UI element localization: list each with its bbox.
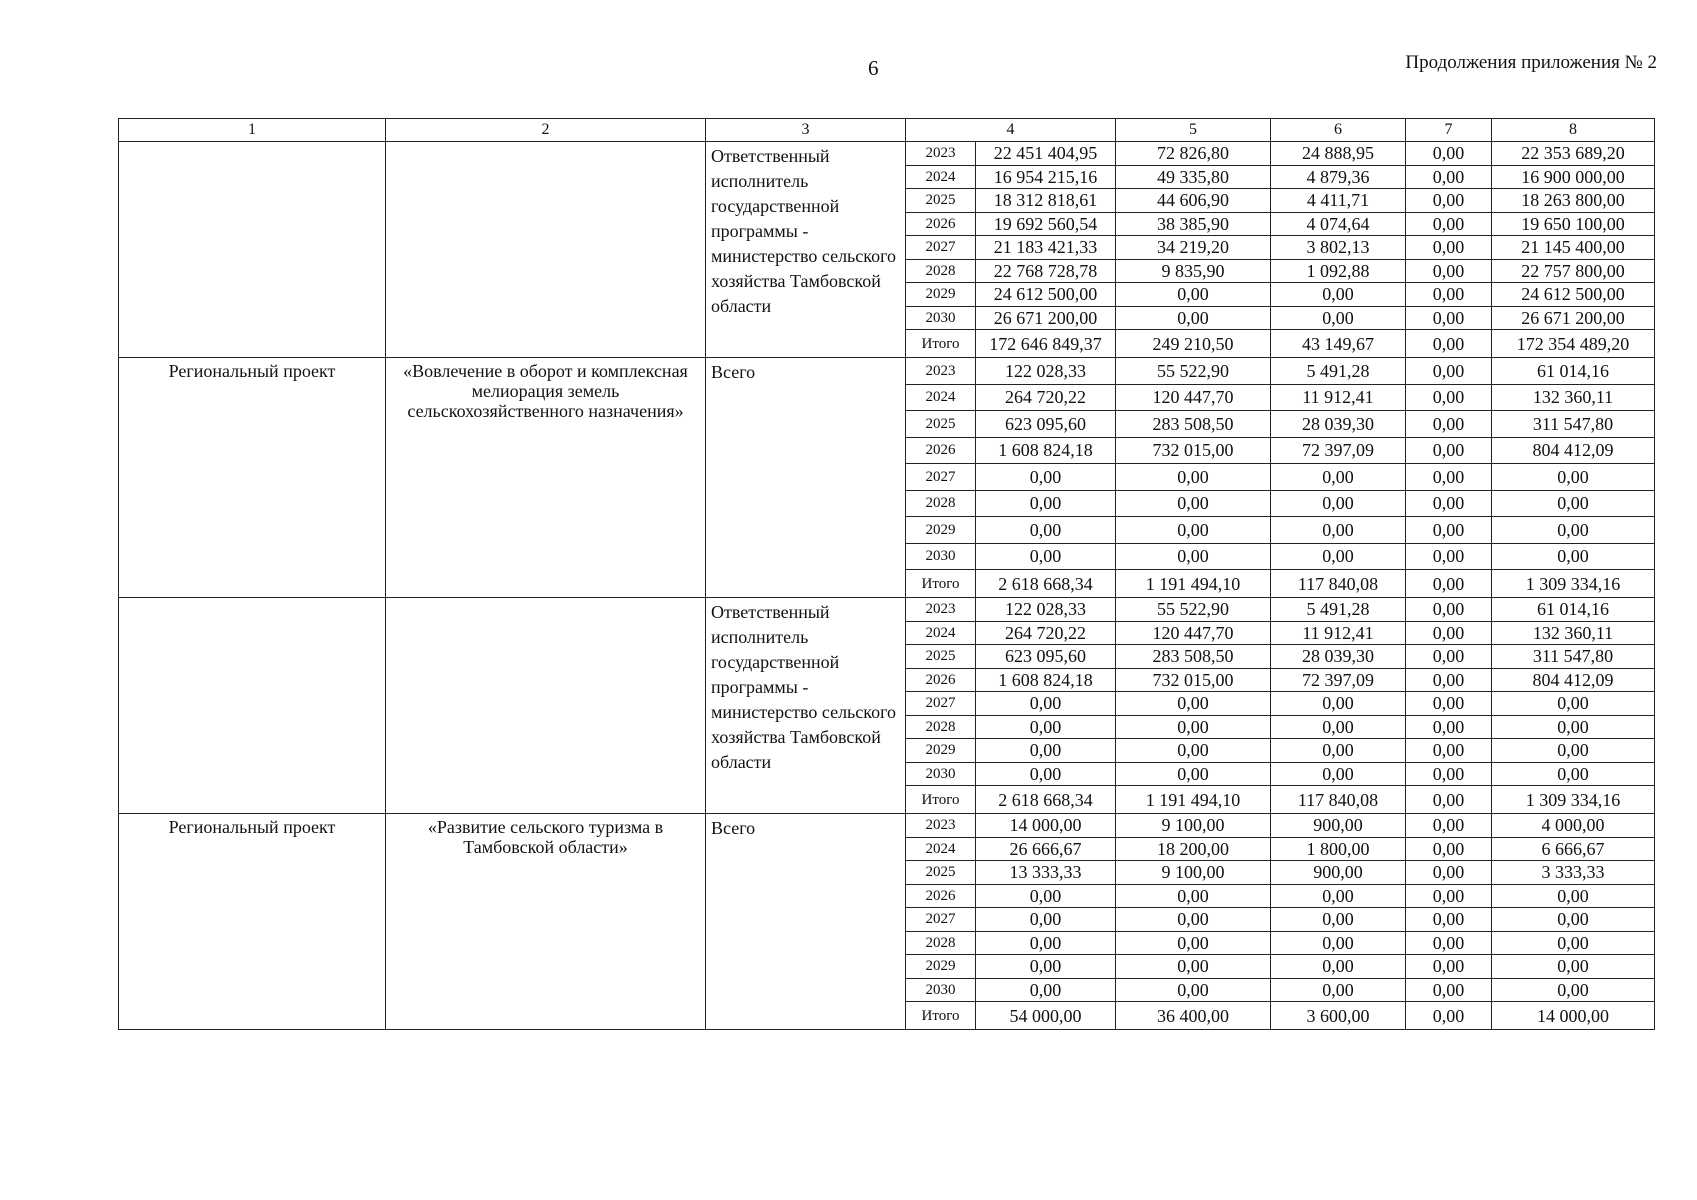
year-cell: 2024 <box>906 384 976 411</box>
federal-budget-cell: 732 015,00 <box>1116 668 1271 692</box>
local-budget-cell: 0,00 <box>1406 464 1492 491</box>
section-name-cell: «Вовлечение в оборот и комплексная мелиорация земель сельскохозяйственного назначения» <box>386 358 706 598</box>
year-cell: 2030 <box>906 762 976 786</box>
local-budget-cell: 0,00 <box>1406 645 1492 669</box>
total-cell: 22 768 728,78 <box>976 259 1116 283</box>
local-budget-cell: 0,00 <box>1406 908 1492 932</box>
year-cell: 2026 <box>906 884 976 908</box>
regional-budget-cell: 0,00 <box>1271 715 1406 739</box>
year-cell: 2025 <box>906 861 976 885</box>
federal-budget-cell: 0,00 <box>1116 762 1271 786</box>
total-cell: 122 028,33 <box>976 598 1116 622</box>
year-cell: 2024 <box>906 165 976 189</box>
table-row <box>119 358 1655 385</box>
local-budget-cell: 0,00 <box>1406 814 1492 838</box>
regional-budget-cell: 43 149,67 <box>1271 330 1406 358</box>
federal-budget-cell: 283 508,50 <box>1116 411 1271 438</box>
local-budget-cell: 0,00 <box>1406 384 1492 411</box>
year-cell: 2023 <box>906 814 976 838</box>
column-number-row <box>119 119 1655 142</box>
year-cell: 2028 <box>906 715 976 739</box>
local-budget-cell: 0,00 <box>1406 236 1492 260</box>
year-cell: Итого <box>906 330 976 358</box>
federal-budget-cell: 0,00 <box>1116 931 1271 955</box>
total-cell: 0,00 <box>976 931 1116 955</box>
regional-budget-cell: 0,00 <box>1271 464 1406 491</box>
federal-budget-cell: 120 447,70 <box>1116 621 1271 645</box>
regional-budget-cell: 3 802,13 <box>1271 236 1406 260</box>
section-type-cell: Региональный проект <box>119 814 386 1030</box>
extrabudgetary-cell: 21 145 400,00 <box>1492 236 1655 260</box>
local-budget-cell: 0,00 <box>1406 330 1492 358</box>
total-cell: 2 618 668,34 <box>976 786 1116 814</box>
total-cell: 0,00 <box>976 543 1116 570</box>
federal-budget-cell: 120 447,70 <box>1116 384 1271 411</box>
regional-budget-cell: 0,00 <box>1271 490 1406 517</box>
column-header-5: 5 <box>1116 119 1271 142</box>
local-budget-cell: 0,00 <box>1406 306 1492 330</box>
local-budget-cell: 0,00 <box>1406 884 1492 908</box>
local-budget-cell: 0,00 <box>1406 621 1492 645</box>
regional-budget-cell: 0,00 <box>1271 283 1406 307</box>
year-cell: 2025 <box>906 411 976 438</box>
total-cell: 264 720,22 <box>976 621 1116 645</box>
total-cell: 1 608 824,18 <box>976 668 1116 692</box>
local-budget-cell: 0,00 <box>1406 411 1492 438</box>
regional-budget-cell: 0,00 <box>1271 884 1406 908</box>
column-header-4: 4 <box>906 119 1116 142</box>
regional-budget-cell: 72 397,09 <box>1271 668 1406 692</box>
year-cell: Итого <box>906 786 976 814</box>
extrabudgetary-cell: 0,00 <box>1492 931 1655 955</box>
year-cell: 2027 <box>906 464 976 491</box>
regional-budget-cell: 117 840,08 <box>1271 570 1406 598</box>
total-cell: 16 954 215,16 <box>976 165 1116 189</box>
federal-budget-cell: 0,00 <box>1116 306 1271 330</box>
local-budget-cell: 0,00 <box>1406 358 1492 385</box>
extrabudgetary-cell: 0,00 <box>1492 715 1655 739</box>
extrabudgetary-cell: 18 263 800,00 <box>1492 189 1655 213</box>
extrabudgetary-cell: 61 014,16 <box>1492 598 1655 622</box>
federal-budget-cell: 36 400,00 <box>1116 1002 1271 1030</box>
local-budget-cell: 0,00 <box>1406 955 1492 979</box>
regional-budget-cell: 1 092,88 <box>1271 259 1406 283</box>
extrabudgetary-cell: 0,00 <box>1492 884 1655 908</box>
column-header-7: 7 <box>1406 119 1492 142</box>
year-cell: 2027 <box>906 692 976 716</box>
local-budget-cell: 0,00 <box>1406 283 1492 307</box>
total-cell: 0,00 <box>976 978 1116 1002</box>
year-cell: 2028 <box>906 490 976 517</box>
year-cell: 2026 <box>906 437 976 464</box>
regional-budget-cell: 4 879,36 <box>1271 165 1406 189</box>
extrabudgetary-cell: 172 354 489,20 <box>1492 330 1655 358</box>
local-budget-cell: 0,00 <box>1406 1002 1492 1030</box>
year-cell: 2028 <box>906 931 976 955</box>
total-cell: 22 451 404,95 <box>976 142 1116 166</box>
regional-budget-cell: 11 912,41 <box>1271 384 1406 411</box>
extrabudgetary-cell: 804 412,09 <box>1492 437 1655 464</box>
total-cell: 0,00 <box>976 692 1116 716</box>
local-budget-cell: 0,00 <box>1406 598 1492 622</box>
regional-budget-cell: 0,00 <box>1271 543 1406 570</box>
federal-budget-cell: 49 335,80 <box>1116 165 1271 189</box>
regional-budget-cell: 5 491,28 <box>1271 598 1406 622</box>
total-cell: 24 612 500,00 <box>976 283 1116 307</box>
year-cell: 2027 <box>906 236 976 260</box>
total-cell: 0,00 <box>976 884 1116 908</box>
regional-budget-cell: 72 397,09 <box>1271 437 1406 464</box>
federal-budget-cell: 1 191 494,10 <box>1116 786 1271 814</box>
federal-budget-cell: 0,00 <box>1116 283 1271 307</box>
year-cell: 2029 <box>906 739 976 763</box>
regional-budget-cell: 0,00 <box>1271 955 1406 979</box>
total-cell: 0,00 <box>976 739 1116 763</box>
table-row <box>119 814 1655 838</box>
federal-budget-cell: 55 522,90 <box>1116 598 1271 622</box>
local-budget-cell: 0,00 <box>1406 142 1492 166</box>
regional-budget-cell: 0,00 <box>1271 692 1406 716</box>
regional-budget-cell: 0,00 <box>1271 931 1406 955</box>
local-budget-cell: 0,00 <box>1406 668 1492 692</box>
regional-budget-cell: 11 912,41 <box>1271 621 1406 645</box>
federal-budget-cell: 55 522,90 <box>1116 358 1271 385</box>
regional-budget-cell: 4 074,64 <box>1271 212 1406 236</box>
year-cell: 2029 <box>906 283 976 307</box>
section-name-cell <box>386 142 706 358</box>
federal-budget-cell: 0,00 <box>1116 955 1271 979</box>
total-cell: 623 095,60 <box>976 645 1116 669</box>
local-budget-cell: 0,00 <box>1406 739 1492 763</box>
total-cell: 0,00 <box>976 955 1116 979</box>
total-cell: 21 183 421,33 <box>976 236 1116 260</box>
local-budget-cell: 0,00 <box>1406 570 1492 598</box>
federal-budget-cell: 9 100,00 <box>1116 861 1271 885</box>
column-header-6: 6 <box>1271 119 1406 142</box>
local-budget-cell: 0,00 <box>1406 861 1492 885</box>
local-budget-cell: 0,00 <box>1406 490 1492 517</box>
federal-budget-cell: 0,00 <box>1116 908 1271 932</box>
column-header-3: 3 <box>706 119 906 142</box>
extrabudgetary-cell: 4 000,00 <box>1492 814 1655 838</box>
extrabudgetary-cell: 804 412,09 <box>1492 668 1655 692</box>
extrabudgetary-cell: 0,00 <box>1492 517 1655 544</box>
year-cell: 2029 <box>906 517 976 544</box>
extrabudgetary-cell: 0,00 <box>1492 908 1655 932</box>
extrabudgetary-cell: 26 671 200,00 <box>1492 306 1655 330</box>
total-cell: 0,00 <box>976 517 1116 544</box>
federal-budget-cell: 38 385,90 <box>1116 212 1271 236</box>
federal-budget-cell: 44 606,90 <box>1116 189 1271 213</box>
funding-table-body <box>119 119 1655 1030</box>
federal-budget-cell: 34 219,20 <box>1116 236 1271 260</box>
year-cell: 2024 <box>906 837 976 861</box>
local-budget-cell: 0,00 <box>1406 259 1492 283</box>
local-budget-cell: 0,00 <box>1406 931 1492 955</box>
federal-budget-cell: 283 508,50 <box>1116 645 1271 669</box>
extrabudgetary-cell: 311 547,80 <box>1492 411 1655 438</box>
year-cell: 2023 <box>906 142 976 166</box>
extrabudgetary-cell: 0,00 <box>1492 490 1655 517</box>
federal-budget-cell: 9 835,90 <box>1116 259 1271 283</box>
year-cell: 2026 <box>906 212 976 236</box>
section-executor-cell: Ответственный исполнитель государственной программы - министерство сельского хозяйства Тамбовской области <box>706 142 906 358</box>
federal-budget-cell: 0,00 <box>1116 464 1271 491</box>
extrabudgetary-cell: 0,00 <box>1492 955 1655 979</box>
extrabudgetary-cell: 0,00 <box>1492 543 1655 570</box>
year-cell: 2024 <box>906 621 976 645</box>
extrabudgetary-cell: 1 309 334,16 <box>1492 786 1655 814</box>
local-budget-cell: 0,00 <box>1406 437 1492 464</box>
extrabudgetary-cell: 14 000,00 <box>1492 1002 1655 1030</box>
year-cell: 2028 <box>906 259 976 283</box>
appendix-continuation-note: Продолжения приложения № 2 <box>1405 52 1657 73</box>
section-type-cell: Региональный проект <box>119 358 386 598</box>
federal-budget-cell: 72 826,80 <box>1116 142 1271 166</box>
column-header-2: 2 <box>386 119 706 142</box>
year-cell: Итого <box>906 570 976 598</box>
regional-budget-cell: 0,00 <box>1271 762 1406 786</box>
federal-budget-cell: 0,00 <box>1116 692 1271 716</box>
federal-budget-cell: 732 015,00 <box>1116 437 1271 464</box>
regional-budget-cell: 24 888,95 <box>1271 142 1406 166</box>
year-cell: 2023 <box>906 598 976 622</box>
extrabudgetary-cell: 19 650 100,00 <box>1492 212 1655 236</box>
federal-budget-cell: 9 100,00 <box>1116 814 1271 838</box>
local-budget-cell: 0,00 <box>1406 189 1492 213</box>
extrabudgetary-cell: 0,00 <box>1492 978 1655 1002</box>
extrabudgetary-cell: 6 666,67 <box>1492 837 1655 861</box>
federal-budget-cell: 1 191 494,10 <box>1116 570 1271 598</box>
local-budget-cell: 0,00 <box>1406 715 1492 739</box>
local-budget-cell: 0,00 <box>1406 543 1492 570</box>
regional-budget-cell: 900,00 <box>1271 861 1406 885</box>
extrabudgetary-cell: 0,00 <box>1492 762 1655 786</box>
extrabudgetary-cell: 22 353 689,20 <box>1492 142 1655 166</box>
extrabudgetary-cell: 3 333,33 <box>1492 861 1655 885</box>
local-budget-cell: 0,00 <box>1406 978 1492 1002</box>
extrabudgetary-cell: 132 360,11 <box>1492 621 1655 645</box>
total-cell: 18 312 818,61 <box>976 189 1116 213</box>
year-cell: 2029 <box>906 955 976 979</box>
regional-budget-cell: 0,00 <box>1271 978 1406 1002</box>
year-cell: 2030 <box>906 978 976 1002</box>
extrabudgetary-cell: 16 900 000,00 <box>1492 165 1655 189</box>
total-cell: 2 618 668,34 <box>976 570 1116 598</box>
section-type-cell <box>119 142 386 358</box>
regional-budget-cell: 1 800,00 <box>1271 837 1406 861</box>
regional-budget-cell: 5 491,28 <box>1271 358 1406 385</box>
extrabudgetary-cell: 0,00 <box>1492 739 1655 763</box>
year-cell: 2025 <box>906 645 976 669</box>
local-budget-cell: 0,00 <box>1406 762 1492 786</box>
section-name-cell: «Развитие сельского туризма в Тамбовской области» <box>386 814 706 1030</box>
federal-budget-cell: 0,00 <box>1116 490 1271 517</box>
regional-budget-cell: 0,00 <box>1271 908 1406 932</box>
federal-budget-cell: 0,00 <box>1116 543 1271 570</box>
total-cell: 13 333,33 <box>976 861 1116 885</box>
column-header-8: 8 <box>1492 119 1655 142</box>
total-cell: 264 720,22 <box>976 384 1116 411</box>
federal-budget-cell: 18 200,00 <box>1116 837 1271 861</box>
total-cell: 54 000,00 <box>976 1002 1116 1030</box>
extrabudgetary-cell: 61 014,16 <box>1492 358 1655 385</box>
total-cell: 0,00 <box>976 464 1116 491</box>
extrabudgetary-cell: 311 547,80 <box>1492 645 1655 669</box>
regional-budget-cell: 3 600,00 <box>1271 1002 1406 1030</box>
total-cell: 623 095,60 <box>976 411 1116 438</box>
section-type-cell <box>119 598 386 814</box>
column-header-1: 1 <box>119 119 386 142</box>
year-cell: 2026 <box>906 668 976 692</box>
year-cell: 2030 <box>906 543 976 570</box>
total-cell: 172 646 849,37 <box>976 330 1116 358</box>
regional-budget-cell: 117 840,08 <box>1271 786 1406 814</box>
year-cell: 2027 <box>906 908 976 932</box>
extrabudgetary-cell: 0,00 <box>1492 692 1655 716</box>
table-row <box>119 598 1655 622</box>
federal-budget-cell: 0,00 <box>1116 884 1271 908</box>
regional-budget-cell: 0,00 <box>1271 517 1406 544</box>
local-budget-cell: 0,00 <box>1406 837 1492 861</box>
total-cell: 122 028,33 <box>976 358 1116 385</box>
regional-budget-cell: 4 411,71 <box>1271 189 1406 213</box>
total-cell: 0,00 <box>976 490 1116 517</box>
section-executor-cell: Ответственный исполнитель государственной программы - министерство сельского хозяйства Тамбовской области <box>706 598 906 814</box>
year-cell: Итого <box>906 1002 976 1030</box>
regional-budget-cell: 0,00 <box>1271 739 1406 763</box>
regional-budget-cell: 28 039,30 <box>1271 645 1406 669</box>
funding-table <box>118 118 1655 1030</box>
total-cell: 0,00 <box>976 908 1116 932</box>
year-cell: 2023 <box>906 358 976 385</box>
section-executor-cell: Всего <box>706 814 906 1030</box>
table-row <box>119 142 1655 166</box>
federal-budget-cell: 0,00 <box>1116 978 1271 1002</box>
federal-budget-cell: 0,00 <box>1116 739 1271 763</box>
federal-budget-cell: 0,00 <box>1116 715 1271 739</box>
local-budget-cell: 0,00 <box>1406 786 1492 814</box>
total-cell: 0,00 <box>976 762 1116 786</box>
extrabudgetary-cell: 0,00 <box>1492 464 1655 491</box>
regional-budget-cell: 0,00 <box>1271 306 1406 330</box>
regional-budget-cell: 900,00 <box>1271 814 1406 838</box>
local-budget-cell: 0,00 <box>1406 165 1492 189</box>
regional-budget-cell: 28 039,30 <box>1271 411 1406 438</box>
page-number: 6 <box>868 56 879 80</box>
total-cell: 14 000,00 <box>976 814 1116 838</box>
total-cell: 26 666,67 <box>976 837 1116 861</box>
total-cell: 26 671 200,00 <box>976 306 1116 330</box>
total-cell: 1 608 824,18 <box>976 437 1116 464</box>
total-cell: 0,00 <box>976 715 1116 739</box>
extrabudgetary-cell: 22 757 800,00 <box>1492 259 1655 283</box>
section-name-cell <box>386 598 706 814</box>
local-budget-cell: 0,00 <box>1406 692 1492 716</box>
extrabudgetary-cell: 24 612 500,00 <box>1492 283 1655 307</box>
federal-budget-cell: 0,00 <box>1116 517 1271 544</box>
year-cell: 2030 <box>906 306 976 330</box>
local-budget-cell: 0,00 <box>1406 212 1492 236</box>
section-executor-cell: Всего <box>706 358 906 598</box>
local-budget-cell: 0,00 <box>1406 517 1492 544</box>
extrabudgetary-cell: 132 360,11 <box>1492 384 1655 411</box>
extrabudgetary-cell: 1 309 334,16 <box>1492 570 1655 598</box>
federal-budget-cell: 249 210,50 <box>1116 330 1271 358</box>
year-cell: 2025 <box>906 189 976 213</box>
total-cell: 19 692 560,54 <box>976 212 1116 236</box>
